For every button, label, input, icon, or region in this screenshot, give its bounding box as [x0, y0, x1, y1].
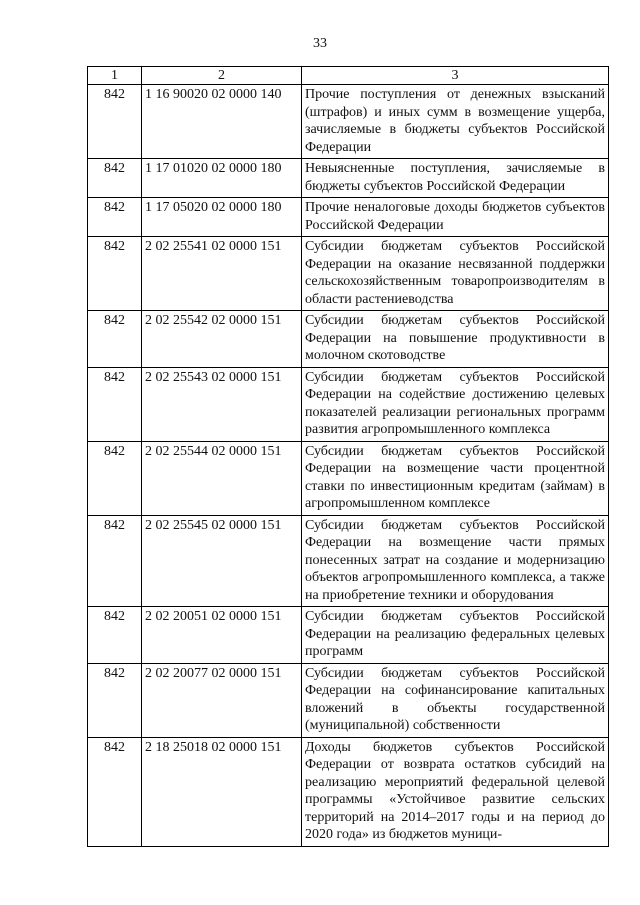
admin-code-cell: 842 [88, 515, 142, 607]
revenue-name-cell: Субсидии бюджетам субъектов Российской Федерации на реализацию федеральных целевых программ [302, 607, 609, 664]
table-row [88, 198, 609, 237]
table-body [88, 67, 609, 847]
revenue-name-cell: Прочие неналоговые доходы бюджетов субъектов Российской Федерации [302, 198, 609, 237]
revenue-name-cell: Невыясненные поступления, зачисляемые в бюджеты субъектов Российской Федерации [302, 159, 609, 198]
budget-code-cell: 2 02 25544 02 0000 151 [142, 441, 302, 515]
budget-code-cell: 1 17 01020 02 0000 180 [142, 159, 302, 198]
budget-code-cell: 2 02 20077 02 0000 151 [142, 663, 302, 737]
revenue-name-cell: Субсидии бюджетам субъектов Российской Федерации на софинансирование капитальных вложений в объекты государственной (муниципальной) собственности [302, 663, 609, 737]
admin-code-cell: 842 [88, 198, 142, 237]
admin-code-cell: 842 [88, 441, 142, 515]
table-row [88, 607, 609, 664]
admin-code-cell: 842 [88, 159, 142, 198]
budget-code-cell: 2 02 25545 02 0000 151 [142, 515, 302, 607]
table-row [88, 85, 609, 159]
table-row [88, 515, 609, 607]
revenue-name-cell: Доходы бюджетов субъектов Российской Федерации от возврата остатков субсидий на реализацию мероприятий федеральной целевой программы «Устойчивое развитие сельских территорий на 2014–2017 годы и на период до 2020 года» из бюджетов муници- [302, 737, 609, 846]
budget-code-cell: 1 17 05020 02 0000 180 [142, 198, 302, 237]
table-row [88, 237, 609, 311]
revenue-name-cell: Субсидии бюджетам субъектов Российской Федерации на оказание несвязанной поддержки сельскохозяйственным товаропроизводителям в области растениеводства [302, 237, 609, 311]
header-row [88, 67, 609, 85]
revenue-name-cell: Прочие поступления от денежных взысканий (штрафов) и иных сумм в возмещение ущерба, зачисляемые в бюджеты субъектов Российской Федерации [302, 85, 609, 159]
revenue-codes-table [87, 66, 609, 847]
budget-code-cell: 2 02 20051 02 0000 151 [142, 607, 302, 664]
revenue-name-cell: Субсидии бюджетам субъектов Российской Федерации на повышение продуктивности в молочном скотоводстве [302, 311, 609, 368]
revenue-name-cell: Субсидии бюджетам субъектов Российской Федерации на возмещение части процентной ставки по инвестиционным кредитам (займам) в агропромышленном комплексе [302, 441, 609, 515]
admin-code-cell: 842 [88, 367, 142, 441]
revenue-name-cell: Субсидии бюджетам субъектов Российской Федерации на возмещение части прямых понесенных затрат на создание и модернизацию объектов агропромышленного комплекса, а также на приобретение техники и оборудования [302, 515, 609, 607]
header-col-1: 1 [88, 67, 142, 85]
table-row [88, 159, 609, 198]
table-row [88, 737, 609, 846]
admin-code-cell: 842 [88, 311, 142, 368]
header-col-2: 2 [142, 67, 302, 85]
table-row [88, 663, 609, 737]
table-row [88, 367, 609, 441]
budget-code-cell: 2 02 25542 02 0000 151 [142, 311, 302, 368]
budget-code-cell: 2 18 25018 02 0000 151 [142, 737, 302, 846]
header-col-3: 3 [302, 67, 609, 85]
admin-code-cell: 842 [88, 737, 142, 846]
table-row [88, 441, 609, 515]
admin-code-cell: 842 [88, 663, 142, 737]
budget-code-cell: 1 16 90020 02 0000 140 [142, 85, 302, 159]
budget-code-cell: 2 02 25543 02 0000 151 [142, 367, 302, 441]
page-number: 33 [313, 36, 327, 51]
admin-code-cell: 842 [88, 237, 142, 311]
budget-code-cell: 2 02 25541 02 0000 151 [142, 237, 302, 311]
revenue-name-cell: Субсидии бюджетам субъектов Российской Федерации на содействие достижению целевых показателей реализации региональных программ развития агропромышленного комплекса [302, 367, 609, 441]
table-row [88, 311, 609, 368]
admin-code-cell: 842 [88, 85, 142, 159]
admin-code-cell: 842 [88, 607, 142, 664]
